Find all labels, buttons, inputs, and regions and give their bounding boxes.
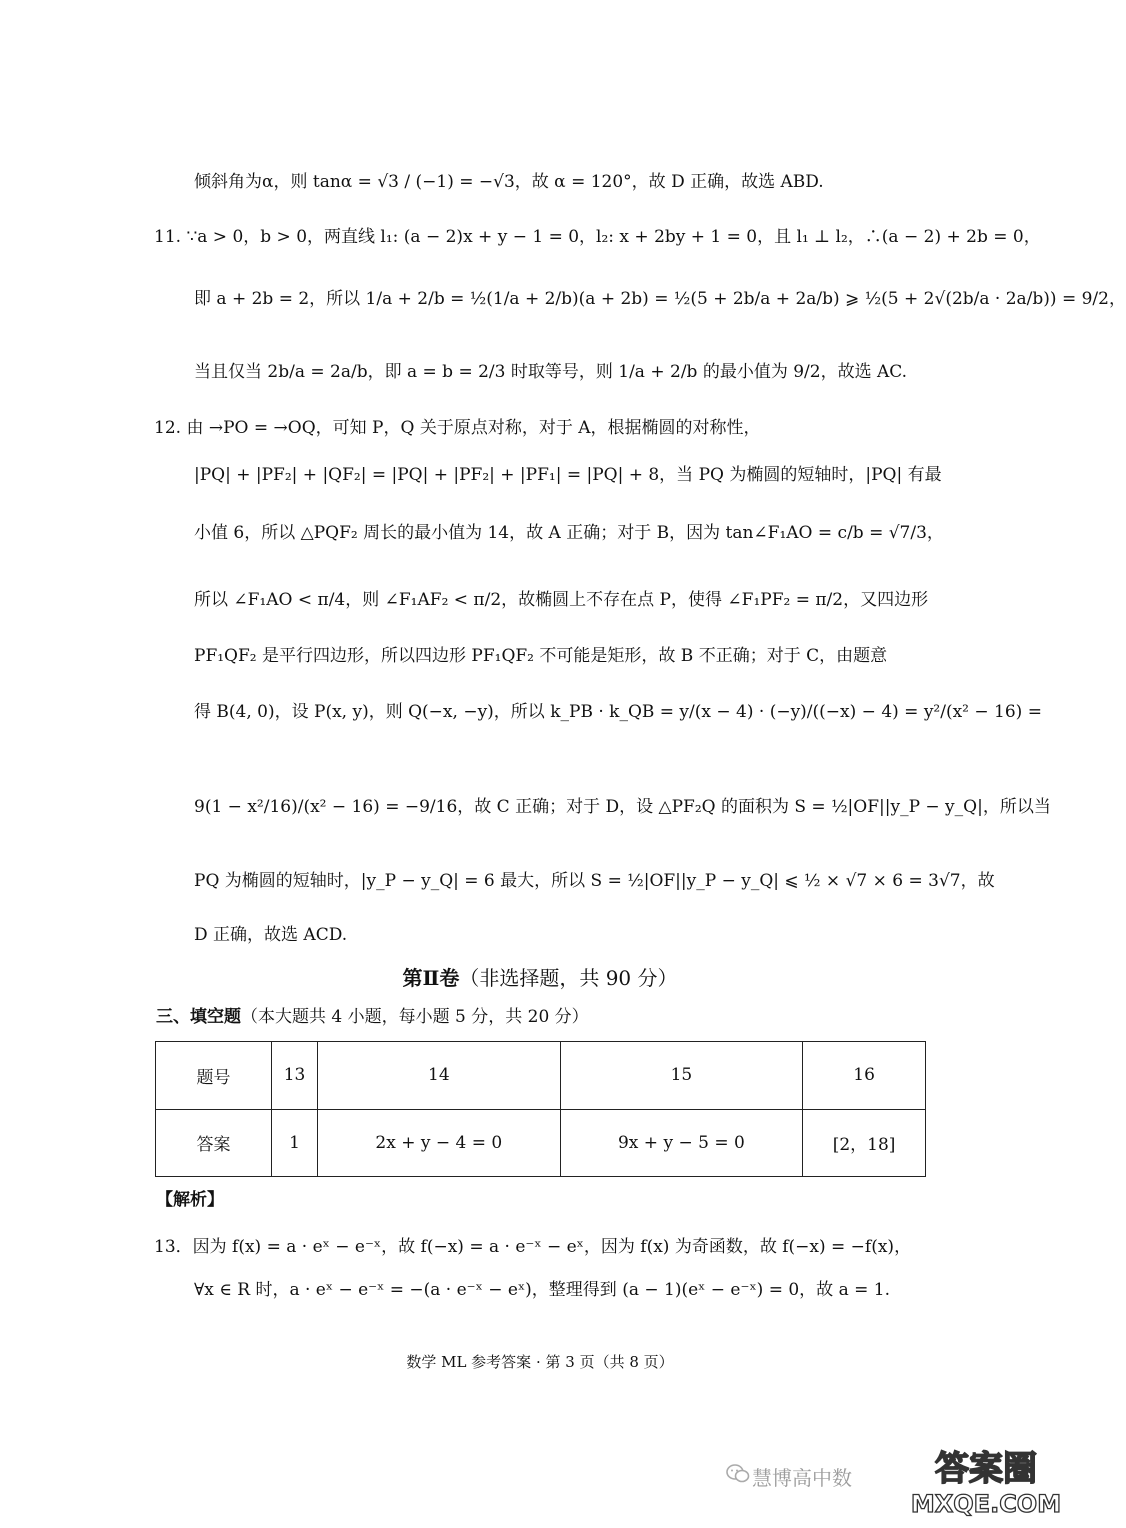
- answer-table: [155, 1041, 926, 1177]
- watermark-account: 慧博高中数: [752, 1466, 852, 1490]
- table-cell-number: 13: [272, 1042, 318, 1110]
- q13-line-1: 13．因为 f(x) = a · eˣ − e⁻ˣ，故 f(−x) = a · e⁻ˣ − eˣ，因为 f(x) 为奇函数，故 f(−x) = −f(x)，: [154, 1237, 912, 1257]
- table-cell-number: 16: [803, 1042, 926, 1110]
- watermark-logo-top: 答案圈: [935, 1449, 1037, 1489]
- q12-line-6: 得 B(4, 0)，设 P(x, y)，则 Q(−x, −y)，所以 k_PB · k_QB = y/(x − 4) · (−y)/((−x) − 4) = y²/(x² − 16) =: [194, 702, 1042, 722]
- wechat-icon: [726, 1463, 750, 1485]
- section-title: [0, 963, 1080, 993]
- analysis-heading: 【解析】: [156, 1190, 224, 1210]
- q10-d-conclusion: 倾斜角为α，则 tanα = √3 / (−1) = −√3，故 α = 120°，故 D 正确，故选 ABD.: [194, 172, 824, 192]
- q11-line-1: 11. ∵a > 0，b > 0，两直线 l₁: (a − 2)x + y − 1 = 0，l₂: x + 2by + 1 = 0，且 l₁ ⊥ l₂，∴(a − 2) + 2b = 0，: [154, 227, 1041, 247]
- table-cell-number: 14: [318, 1042, 561, 1110]
- fill-in-heading-rest: （本大题共 4 小题，每小题 5 分，共 20 分）: [241, 1007, 589, 1027]
- q12-line-5: PF₁QF₂ 是平行四边形，所以四边形 PF₁QF₂ 不可能是矩形，故 B 不正确；对于 C，由题意: [194, 646, 888, 666]
- table-cell-number: 15: [560, 1042, 803, 1110]
- q12-line-2: |PQ| + |PF₂| + |QF₂| = |PQ| + |PF₂| + |PF₁| = |PQ| + 8，当 PQ 为椭圆的短轴时，|PQ| 有最: [194, 465, 942, 485]
- table-answer-label: 答案: [156, 1109, 272, 1177]
- table-cell-answer: [2，18]: [803, 1109, 926, 1177]
- q11-line-3: 当且仅当 2b/a = 2a/b，即 a = b = 2/3 时取等号，则 1/a + 2/b 的最小值为 9/2，故选 AC.: [194, 362, 908, 382]
- table-cell-answer: 9x + y − 5 = 0: [560, 1109, 803, 1177]
- table-header-label: 题号: [156, 1042, 272, 1110]
- page-footer: 数学 ML 参考答案 · 第 3 页（共 8 页）: [406, 1353, 674, 1371]
- q11-line-2: 即 a + 2b = 2，所以 1/a + 2/b = ½(1/a + 2/b)(a + 2b) = ½(5 + 2b/a + 2a/b) ⩾ ½(5 + 2√(2b/a · 2a/b)) = 9/2，: [194, 289, 1126, 309]
- table-cell-answer: 2x + y − 4 = 0: [318, 1109, 561, 1177]
- q13-line-2: ∀x ∈ R 时，a · eˣ − e⁻ˣ = −(a · e⁻ˣ − eˣ)，整理得到 (a − 1)(eˣ − e⁻ˣ) = 0，故 a = 1.: [194, 1280, 890, 1300]
- q12-line-1: 12. 由 →PO = →OQ，可知 P，Q 关于原点对称，对于 A，根据椭圆的对称性，: [154, 418, 761, 438]
- section-title-bold: 第Ⅱ卷: [402, 966, 460, 990]
- watermark-logo: [900, 1440, 1072, 1520]
- fill-in-heading-bold: 三、填空题: [156, 1007, 241, 1027]
- fill-in-heading: [156, 1003, 589, 1031]
- q12-line-8: PQ 为椭圆的短轴时，|y_P − y_Q| = 6 最大，所以 S = ½|OF||y_P − y_Q| ⩽ ½ × √7 × 6 = 3√7，故: [194, 871, 995, 891]
- table-cell-answer: 1: [272, 1109, 318, 1177]
- watermark-logo-bottom: MXQE.COM: [910, 1490, 1062, 1518]
- q12-line-9: D 正确，故选 ACD.: [194, 925, 348, 945]
- section-title-rest: （非选择题，共 90 分）: [459, 966, 678, 990]
- table-row: [156, 1109, 926, 1177]
- q12-line-4: 所以 ∠F₁AO < π/4，则 ∠F₁AF₂ < π/2，故椭圆上不存在点 P，使得 ∠F₁PF₂ = π/2，又四边形: [194, 590, 929, 610]
- q12-line-7: 9(1 − x²/16)/(x² − 16) = −9/16，故 C 正确；对于 D，设 △PF₂Q 的面积为 S = ½|OF||y_P − y_Q|，所以当: [194, 797, 1051, 817]
- q12-line-3: 小值 6，所以 △PQF₂ 周长的最小值为 14，故 A 正确；对于 B，因为 tan∠F₁AO = c/b = √7/3，: [194, 523, 944, 543]
- table-row: [156, 1042, 926, 1110]
